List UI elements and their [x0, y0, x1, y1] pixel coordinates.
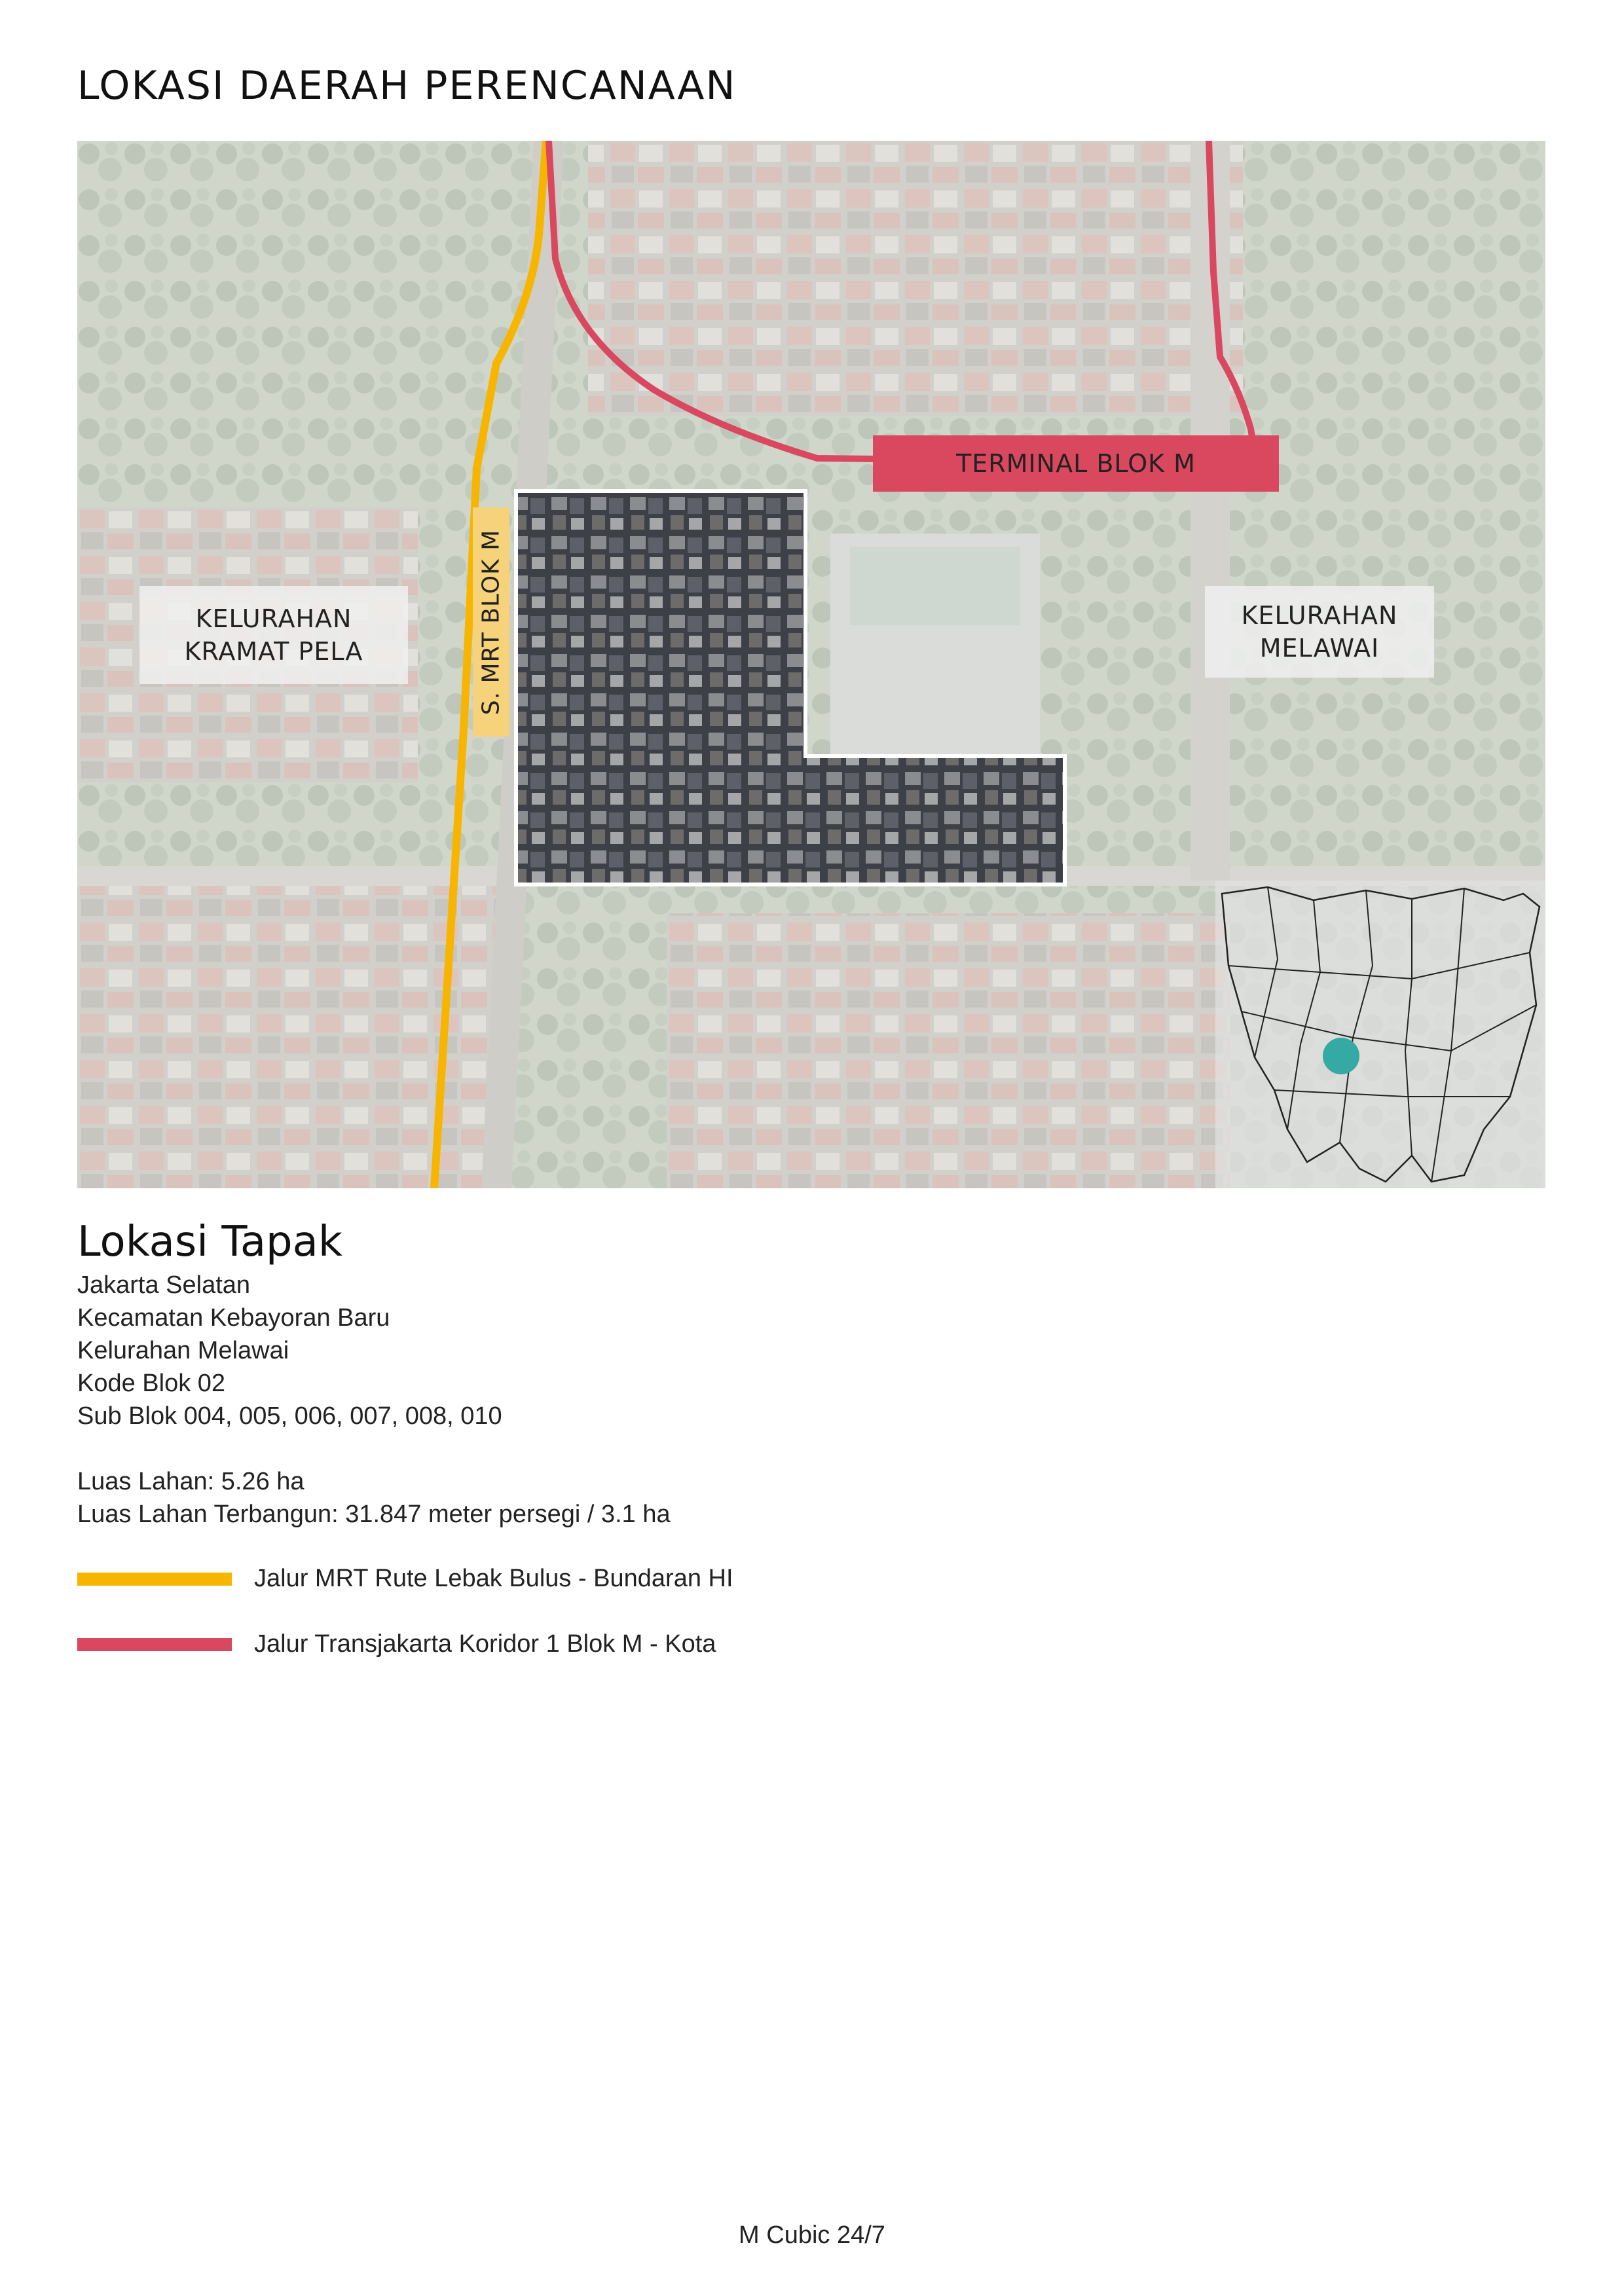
site-heading: Lokasi Tapak: [77, 1218, 342, 1266]
detail-sub-blocks: Sub Blok 004, 005, 006, 007, 008, 010: [77, 1402, 502, 1430]
page-title: LOKASI DAERAH PERENCANAAN: [77, 63, 737, 109]
detail-kelurahan: Kelurahan Melawai: [77, 1337, 289, 1364]
legend-transjakarta-label: Jalur Transjakarta Koridor 1 Blok M - Kota: [254, 1630, 716, 1658]
mrt-station-text: S. MRT BLOK M: [477, 529, 505, 715]
jakarta-locator-inset: [1215, 881, 1545, 1188]
detail-city: Jakarta Selatan: [77, 1271, 251, 1299]
melawai-line2: MELAWAI: [1259, 634, 1380, 663]
legend-mrt-swatch: [77, 1573, 232, 1586]
site-marker: [1323, 1038, 1359, 1074]
legend-transjakarta-swatch: [77, 1638, 232, 1651]
legend-transjakarta: [77, 1630, 716, 1658]
legend-mrt-label: Jalur MRT Rute Lebak Bulus - Bundaran HI: [254, 1565, 733, 1592]
site-details: [77, 1269, 671, 1531]
mrt-station-label: [473, 507, 509, 737]
legend-mrt: [77, 1565, 733, 1593]
built-area: Luas Lahan Terbangun: 31.847 meter persegi / 3.1 ha: [77, 1501, 671, 1528]
kelurahan-kramat-pela-label: [139, 586, 408, 684]
kramat-pela-line1: KELURAHAN: [195, 604, 352, 633]
jakarta-outline-map: [1215, 881, 1545, 1188]
land-area: Luas Lahan: 5.26 ha: [77, 1468, 304, 1495]
footer-text: M Cubic 24/7: [739, 2221, 885, 2249]
kelurahan-melawai-label: [1205, 586, 1434, 678]
site-location-map: [77, 141, 1545, 1188]
terminal-blok-m-label: TERMINAL BLOK M: [873, 435, 1279, 492]
detail-district: Kecamatan Kebayoran Baru: [77, 1304, 390, 1332]
detail-block-code: Kode Blok 02: [77, 1370, 226, 1397]
melawai-line1: KELURAHAN: [1241, 601, 1398, 630]
kramat-pela-line2: KRAMAT PELA: [184, 637, 363, 666]
